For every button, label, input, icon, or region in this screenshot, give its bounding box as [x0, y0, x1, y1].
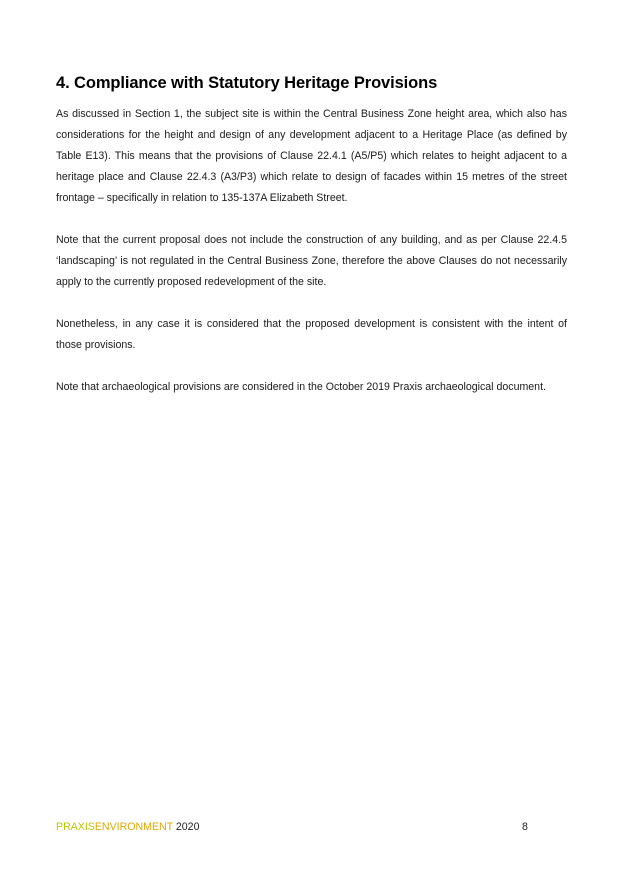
section-body — [56, 104, 567, 419]
paragraph-3: Nonetheless, in any case it is considered that the proposed development is consistent with the intent of those provisions. — [56, 318, 567, 351]
section-heading: 4. Compliance with Statutory Heritage Provisions — [56, 74, 438, 92]
brand-environment: ENVIRONMENT — [94, 821, 173, 833]
footer-year: 2020 — [172, 821, 200, 833]
page-number: 8 — [522, 821, 528, 833]
paragraph-4: Note that archaeological provisions are considered in the October 2019 Praxis archaeological document. — [56, 381, 546, 393]
paragraph-1: As discussed in Section 1, the subject site is within the Central Business Zone height area, which also has considerations for the height and design of any development adjacent to a Heritage Place (as defined by Table E13). This means that the provisions of Clause 22.4.1 (A5/P5) which relates to height adjacent to a heritage place and Clause 22.4.3 (A3/P3) which relate to design of facades within 15 metres of the street frontage – specifically in relation to 135-137A Elizabeth Street. — [56, 108, 567, 204]
paragraph-2: Note that the current proposal does not include the construction of any building, and as per Clause 22.4.5 ‘landscaping’ is not regulated in the Central Business Zone, therefore the above Clauses do not necessarily apply to the currently proposed redevelopment of the site. — [56, 234, 567, 288]
footer-brand — [56, 821, 199, 833]
brand-praxis: PRAXIS — [56, 821, 95, 833]
